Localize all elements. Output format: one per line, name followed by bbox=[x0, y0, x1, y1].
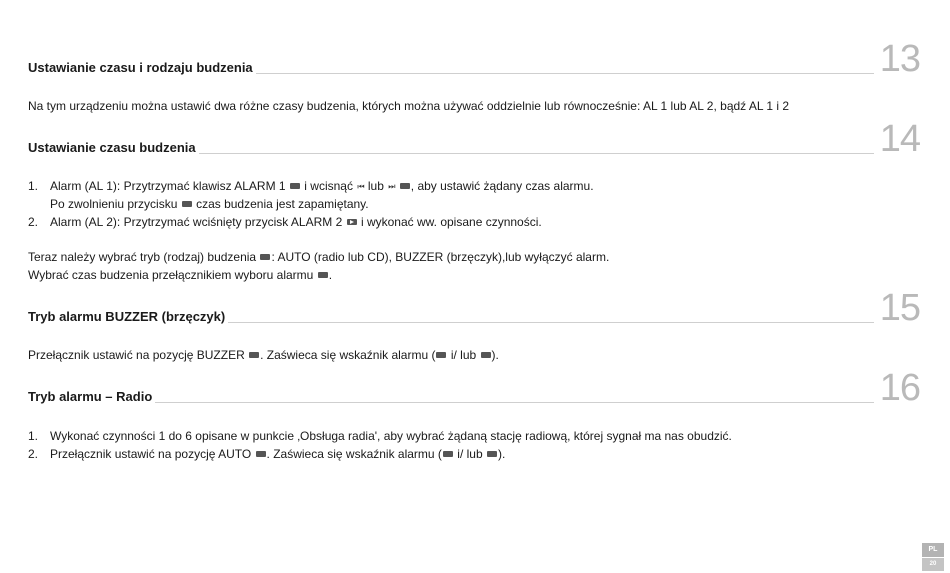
alarm-selector-icon bbox=[318, 272, 328, 278]
list-item bbox=[28, 214, 542, 232]
list-number: 1. bbox=[28, 429, 39, 443]
paragraph bbox=[28, 267, 332, 285]
section-rule bbox=[256, 72, 874, 74]
paragraph-text: ). bbox=[491, 348, 499, 362]
paragraph-text: i/ lub bbox=[450, 348, 477, 362]
section-number: 14 bbox=[879, 118, 920, 160]
next-icon: ⏭ bbox=[388, 182, 395, 191]
paragraph bbox=[28, 347, 499, 365]
list-text: ). bbox=[497, 447, 506, 461]
al1-indicator-icon bbox=[443, 451, 453, 457]
list-text: Przełącznik ustawić na pozycję AUTO bbox=[50, 447, 252, 461]
section-13-heading bbox=[28, 55, 874, 75]
section-title: Ustawianie czasu budzenia bbox=[28, 140, 196, 155]
prev-icon: ⏮ bbox=[357, 182, 364, 191]
section-number: 16 bbox=[879, 367, 920, 409]
list-text: i wcisnąć bbox=[304, 179, 353, 193]
key-icon bbox=[400, 183, 410, 189]
mode-switch-icon bbox=[260, 254, 270, 260]
section-rule bbox=[155, 401, 874, 403]
list-number: 1. bbox=[28, 179, 39, 193]
list-item bbox=[28, 446, 505, 464]
list-text: czas budzenia jest zapamiętany. bbox=[196, 197, 369, 211]
paragraph: Na tym urządzeniu można ustawić dwa różne czasy budzenia, których można używać oddzielnie lub równocześnie: AL 1 lub AL 2, bądź AL 1 i 2 bbox=[28, 99, 790, 113]
paragraph-text: Wybrać czas budzenia przełącznikiem wyboru alarmu bbox=[28, 268, 314, 282]
list-item-continuation bbox=[50, 196, 369, 214]
alarm1-key-icon bbox=[290, 183, 300, 189]
paragraph-text: . bbox=[328, 268, 333, 282]
list-number: 2. bbox=[28, 215, 39, 229]
list-text: Po zwolnieniu przycisku bbox=[50, 197, 178, 211]
section-title: Tryb alarmu – Radio bbox=[28, 389, 153, 404]
section-number: 13 bbox=[879, 38, 920, 80]
list-text: i/ lub bbox=[457, 447, 483, 461]
auto-position-icon bbox=[256, 451, 266, 457]
list-text: . Zaświeca się wskaźnik alarmu ( bbox=[266, 447, 442, 461]
section-rule bbox=[199, 152, 874, 154]
list-text: , aby ustawić żądany czas alarmu. bbox=[410, 179, 594, 193]
paragraph-text: Przełącznik ustawić na pozycję BUZZER bbox=[28, 348, 245, 362]
alarm2-key-icon bbox=[347, 219, 357, 225]
language-badge: PL bbox=[922, 543, 944, 557]
list-text: Wykonać czynności 1 do 6 opisane w punkcie ‚Obsługa radia', aby wybrać żądaną stację radiową, której sygnał ma nas obudzić. bbox=[50, 429, 732, 443]
section-15-heading bbox=[28, 304, 874, 324]
al1-indicator-icon bbox=[436, 352, 446, 358]
al2-indicator-icon bbox=[481, 352, 491, 358]
key-icon bbox=[182, 201, 192, 207]
list-text: lub bbox=[367, 179, 384, 193]
section-title: Tryb alarmu BUZZER (brzęczyk) bbox=[28, 309, 226, 324]
paragraph-text: : AUTO (radio lub CD), BUZZER (brzęczyk),lub wyłączyć alarm. bbox=[271, 250, 610, 264]
al2-indicator-icon bbox=[487, 451, 497, 457]
paragraph-text: . Zaświeca się wskaźnik alarmu ( bbox=[260, 348, 436, 362]
paragraph bbox=[28, 249, 609, 267]
paragraph-text: Teraz należy wybrać tryb (rodzaj) budzenia bbox=[28, 250, 257, 264]
list-item bbox=[28, 428, 732, 446]
section-title: Ustawianie czasu i rodzaju budzenia bbox=[28, 60, 253, 75]
section-number: 15 bbox=[879, 287, 920, 329]
list-number: 2. bbox=[28, 447, 39, 461]
section-16-heading bbox=[28, 384, 874, 404]
list-text: Alarm (AL 2): Przytrzymać wciśnięty przycisk ALARM 2 bbox=[50, 215, 343, 229]
list-text: i wykonać ww. opisane czynności. bbox=[360, 215, 542, 229]
page-number-badge: 20 bbox=[922, 558, 944, 571]
buzzer-position-icon bbox=[249, 352, 259, 358]
list-text: Alarm (AL 1): Przytrzymać klawisz ALARM 1 bbox=[50, 179, 286, 193]
section-rule bbox=[228, 321, 874, 323]
list-item bbox=[28, 178, 594, 196]
section-14-heading bbox=[28, 135, 874, 155]
